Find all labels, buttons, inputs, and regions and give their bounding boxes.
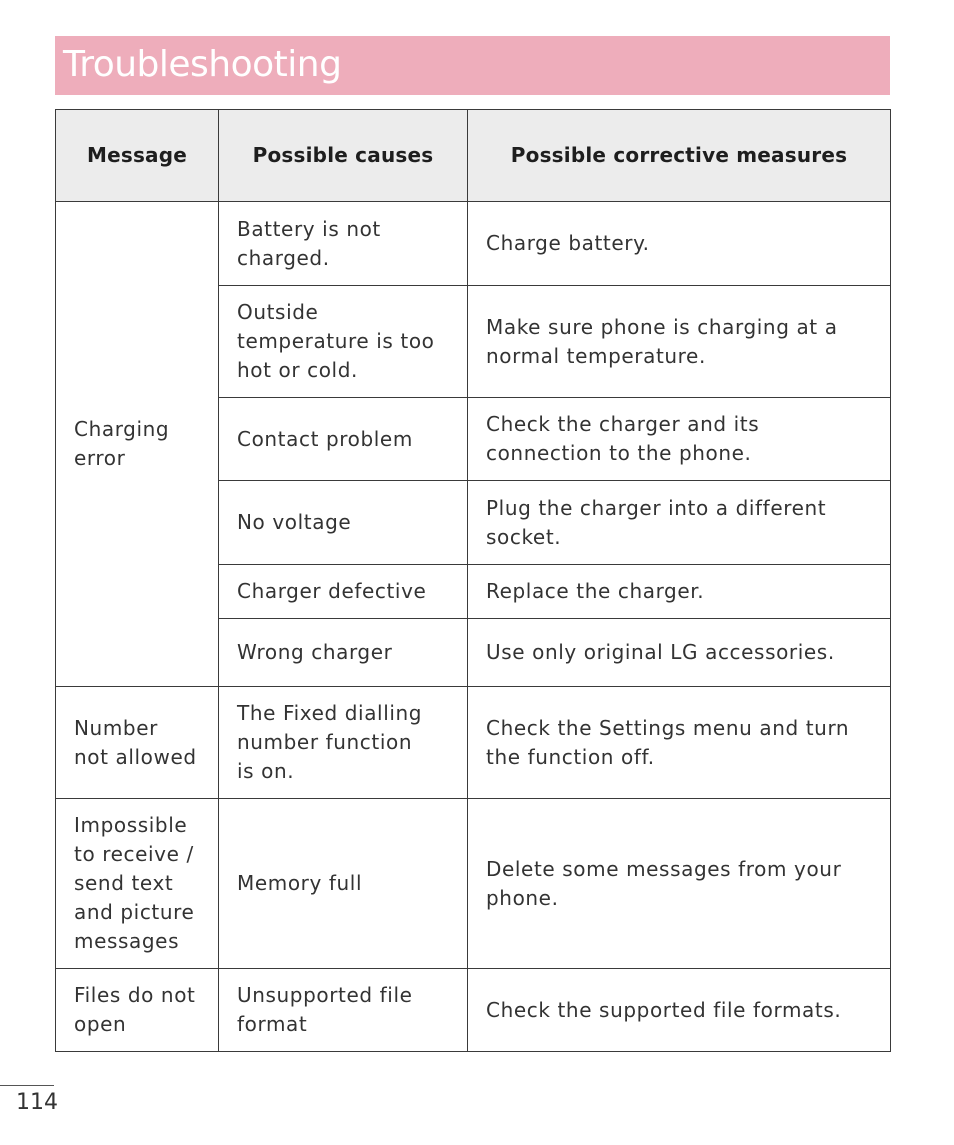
cause-cell: The Fixed dialling number function is on. xyxy=(219,687,468,799)
measure-cell: Make sure phone is charging at a normal temperature. xyxy=(468,286,891,398)
title-bar xyxy=(55,36,890,95)
troubleshooting-table xyxy=(55,109,891,1052)
measure-cell: Delete some messages from your phone. xyxy=(468,799,891,969)
header-corrective-measures: Possible corrective measures xyxy=(468,110,891,202)
message-cell: Number not allowed xyxy=(56,687,219,799)
table-row xyxy=(56,969,891,1052)
cause-cell: No voltage xyxy=(219,481,468,565)
measure-cell: Replace the charger. xyxy=(468,565,891,619)
table-row xyxy=(56,799,891,969)
message-cell: Charging error xyxy=(56,202,219,687)
cause-cell: Battery is not charged. xyxy=(219,202,468,286)
header-message: Message xyxy=(56,110,219,202)
cause-cell: Memory full xyxy=(219,799,468,969)
cause-cell: Unsupported file format xyxy=(219,969,468,1052)
cause-cell: Outside temperature is too hot or cold. xyxy=(219,286,468,398)
measure-cell: Use only original LG accessories. xyxy=(468,619,891,687)
measure-cell: Plug the charger into a different socket. xyxy=(468,481,891,565)
measure-cell: Check the charger and its connection to the phone. xyxy=(468,398,891,481)
header-possible-causes: Possible causes xyxy=(219,110,468,202)
cause-cell: Contact problem xyxy=(219,398,468,481)
page-number: 114 xyxy=(16,1090,58,1115)
measure-cell: Check the supported file formats. xyxy=(468,969,891,1052)
measure-cell: Check the Settings menu and turn the function off. xyxy=(468,687,891,799)
message-cell: Impossible to receive / send text and picture messages xyxy=(56,799,219,969)
table-row xyxy=(56,687,891,799)
page-title: Troubleshooting xyxy=(63,44,342,85)
page-number-rule xyxy=(0,1085,54,1086)
message-cell: Files do not open xyxy=(56,969,219,1052)
measure-cell: Charge battery. xyxy=(468,202,891,286)
table-row xyxy=(56,202,891,286)
cause-cell: Charger defective xyxy=(219,565,468,619)
cause-cell: Wrong charger xyxy=(219,619,468,687)
table-header-row xyxy=(56,110,891,202)
